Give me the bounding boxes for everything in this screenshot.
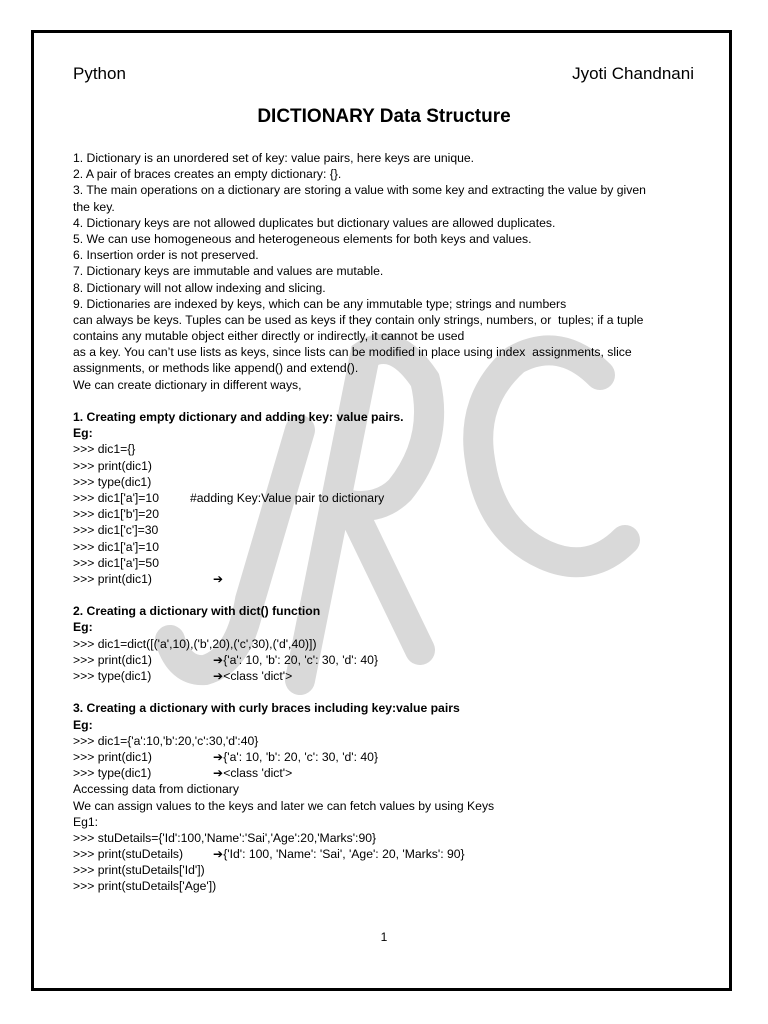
intro-line: 2. A pair of braces creates an empty dictionary: {}. — [73, 167, 342, 182]
code-line: >>> dic1=dict([('a',10),('b',20),('c',30),('d',40)]) — [73, 636, 317, 651]
code-output: {'a': 10, 'b': 20, 'c': 30, 'd': 40} — [223, 749, 379, 764]
section1-eg-label: Eg: — [73, 426, 93, 441]
code-line-with-output — [73, 749, 703, 765]
intro-line: 4. Dictionary keys are not allowed duplicates but dictionary values are allowed duplicates. — [73, 215, 556, 230]
code-line-with-output — [73, 652, 703, 668]
author-name: Jyoti Chandnani — [572, 64, 694, 83]
intro-line: 8. Dictionary will not allow indexing and slicing. — [73, 280, 326, 295]
code-line-with-output — [73, 765, 703, 781]
code-text: >>> print(stuDetails) — [73, 847, 184, 862]
section1-heading: 1. Creating empty dictionary and adding key: value pairs. — [73, 410, 404, 424]
code-text: >>> print(dic1) — [73, 652, 152, 667]
intro-line: 3. The main operations on a dictionary are storing a value with some key and extracting the value by given — [73, 183, 646, 198]
code-line: >>> dic1={} — [73, 442, 136, 457]
code-line: >>> dic1['c']=30 — [73, 523, 159, 538]
intro-line: contains any mutable object either directly or indirectly, it cannot be used — [73, 329, 465, 344]
code-output: {'Id': 100, 'Name': 'Sai', 'Age': 20, 'Marks': 90} — [223, 847, 465, 862]
code-line: >>> dic1={'a':10,'b':20,'c':30,'d':40} — [73, 733, 259, 748]
section2-eg-label: Eg: — [73, 620, 93, 635]
document-body — [73, 150, 703, 895]
arrow-icon: ➔ — [213, 571, 224, 586]
intro-line: 5. We can use homogeneous and heterogeneous elements for both keys and values. — [73, 231, 532, 246]
intro-line: 6. Insertion order is not preserved. — [73, 248, 259, 263]
text-line: We can assign values to the keys and later we can fetch values by using Keys — [73, 798, 495, 813]
intro-line: 1. Dictionary is an unordered set of key: value pairs, here keys are unique. — [73, 151, 475, 165]
intro-line: 9. Dictionaries are indexed by keys, which can be any immutable type; strings and numbers — [73, 296, 567, 311]
code-line: >>> stuDetails={'Id':100,'Name':'Sai','Age':20,'Marks':90} — [73, 830, 377, 845]
code-text: >>> print(dic1) — [73, 749, 152, 764]
code-line: >>> type(dic1) — [73, 474, 152, 489]
code-text: >>> print(dic1) — [73, 571, 152, 586]
code-text: >>> type(dic1) — [73, 669, 152, 683]
code-text: >>> dic1['a']=10 — [73, 490, 159, 505]
arrow-icon: ➔ — [213, 766, 224, 781]
code-line: >>> print(stuDetails['Age']) — [73, 879, 217, 894]
code-output: <class 'dict'> — [223, 766, 293, 781]
intro-line: assignments, or methods like append() and extend(). — [73, 361, 359, 376]
code-line: >>> dic1['b']=20 — [73, 507, 159, 522]
code-output: {'a': 10, 'b': 20, 'c': 30, 'd': 40} — [223, 652, 379, 667]
arrow-icon: ➔ — [213, 749, 224, 764]
arrow-icon: ➔ — [213, 669, 224, 683]
arrow-icon: ➔ — [213, 847, 224, 862]
code-text: >>> type(dic1) — [73, 766, 152, 781]
code-comment: #adding Key:Value pair to dictionary — [190, 490, 385, 505]
code-line-with-output — [73, 571, 703, 587]
code-line-with-output — [73, 668, 703, 684]
page-title: DICTIONARY Data Structure — [257, 106, 511, 127]
page-number: 1 — [380, 930, 388, 944]
intro-line: as a key. You can’t use lists as keys, since lists can be modified in place using index assignments, slice — [73, 345, 632, 360]
section2-heading: 2. Creating a dictionary with dict() function — [73, 604, 321, 619]
intro-line: the key. — [73, 199, 115, 214]
intro-line: 7. Dictionary keys are immutable and values are mutable. — [73, 264, 384, 279]
code-line-with-output — [73, 846, 703, 862]
code-line: >>> print(dic1) — [73, 458, 152, 473]
intro-line: We can create dictionary in different ways, — [73, 377, 302, 392]
code-line: >>> print(stuDetails['Id']) — [73, 863, 205, 878]
text-line: Accessing data from dictionary — [73, 782, 239, 797]
arrow-icon: ➔ — [213, 652, 224, 667]
text-line: Eg1: — [73, 814, 99, 829]
section3-heading: 3. Creating a dictionary with curly braces including key:value pairs — [73, 701, 460, 716]
subject-label: Python — [73, 64, 126, 83]
intro-line: can always be keys. Tuples can be used as keys if they contain only strings, numbers, or tuples; if a tuple — [73, 312, 644, 327]
code-line-with-comment — [73, 490, 703, 506]
code-line: >>> dic1['a']=50 — [73, 555, 159, 570]
section3-eg-label: Eg: — [73, 717, 93, 732]
code-line: >>> dic1['a']=10 — [73, 539, 159, 554]
code-output: <class 'dict'> — [223, 669, 293, 683]
